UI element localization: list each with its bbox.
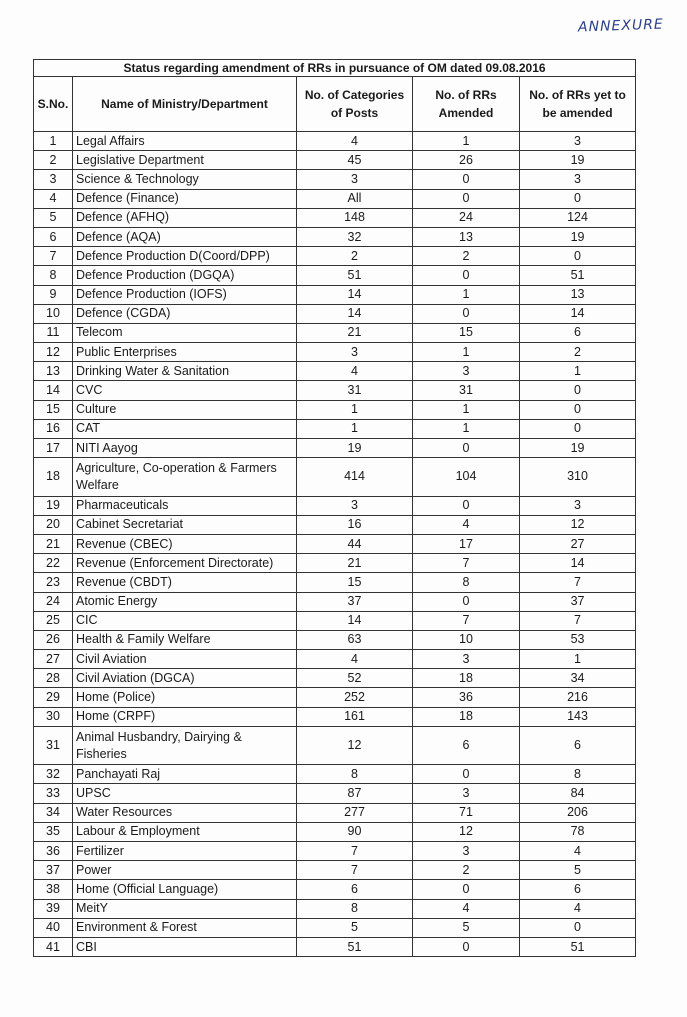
table-row bbox=[34, 918, 636, 937]
cell-ministry: Home (CRPF) bbox=[73, 707, 297, 726]
cell-yet-to-amend: 2 bbox=[520, 343, 636, 362]
cell-categories: 252 bbox=[297, 688, 413, 707]
cell-yet-to-amend: 51 bbox=[520, 937, 636, 956]
cell-yet-to-amend: 5 bbox=[520, 861, 636, 880]
cell-ministry: Defence (CGDA) bbox=[73, 304, 297, 323]
cell-categories: 14 bbox=[297, 304, 413, 323]
cell-yet-to-amend: 53 bbox=[520, 630, 636, 649]
cell-amended: 0 bbox=[413, 304, 520, 323]
cell-yet-to-amend: 37 bbox=[520, 592, 636, 611]
cell-categories: 414 bbox=[297, 458, 413, 496]
cell-amended: 8 bbox=[413, 573, 520, 592]
cell-yet-to-amend: 0 bbox=[520, 400, 636, 419]
cell-categories: 90 bbox=[297, 822, 413, 841]
cell-ministry: Defence Production (IOFS) bbox=[73, 285, 297, 304]
cell-ministry: Legal Affairs bbox=[73, 132, 297, 151]
table-title: Status regarding amendment of RRs in pursuance of OM dated 09.08.2016 bbox=[34, 60, 636, 77]
cell-ministry: Defence (AFHQ) bbox=[73, 208, 297, 227]
cell-categories: 51 bbox=[297, 937, 413, 956]
cell-yet-to-amend: 34 bbox=[520, 669, 636, 688]
cell-sno: 29 bbox=[34, 688, 73, 707]
cell-sno: 1 bbox=[34, 132, 73, 151]
cell-sno: 37 bbox=[34, 861, 73, 880]
cell-yet-to-amend: 27 bbox=[520, 534, 636, 553]
cell-categories: 3 bbox=[297, 170, 413, 189]
cell-categories: 277 bbox=[297, 803, 413, 822]
table-row bbox=[34, 247, 636, 266]
cell-ministry: CBI bbox=[73, 937, 297, 956]
cell-categories: 1 bbox=[297, 419, 413, 438]
table-row bbox=[34, 419, 636, 438]
cell-yet-to-amend: 19 bbox=[520, 439, 636, 458]
annexure-annotation: ANNEXURE bbox=[577, 16, 665, 36]
cell-categories: 52 bbox=[297, 669, 413, 688]
cell-amended: 1 bbox=[413, 419, 520, 438]
cell-amended: 4 bbox=[413, 515, 520, 534]
cell-categories: 14 bbox=[297, 285, 413, 304]
cell-sno: 38 bbox=[34, 880, 73, 899]
cell-ministry: Revenue (Enforcement Directorate) bbox=[73, 554, 297, 573]
cell-yet-to-amend: 19 bbox=[520, 151, 636, 170]
cell-amended: 12 bbox=[413, 822, 520, 841]
cell-yet-to-amend: 3 bbox=[520, 132, 636, 151]
cell-categories: 161 bbox=[297, 707, 413, 726]
table-row bbox=[34, 323, 636, 342]
header-sno: S.No. bbox=[34, 77, 73, 132]
cell-yet-to-amend: 124 bbox=[520, 208, 636, 227]
cell-sno: 26 bbox=[34, 630, 73, 649]
cell-yet-to-amend: 0 bbox=[520, 419, 636, 438]
cell-amended: 13 bbox=[413, 227, 520, 246]
cell-ministry: UPSC bbox=[73, 784, 297, 803]
cell-ministry: Civil Aviation bbox=[73, 650, 297, 669]
cell-ministry: Public Enterprises bbox=[73, 343, 297, 362]
cell-ministry: Telecom bbox=[73, 323, 297, 342]
table-row bbox=[34, 208, 636, 227]
cell-sno: 14 bbox=[34, 381, 73, 400]
cell-ministry: Power bbox=[73, 861, 297, 880]
cell-sno: 3 bbox=[34, 170, 73, 189]
cell-categories: 7 bbox=[297, 861, 413, 880]
cell-categories: All bbox=[297, 189, 413, 208]
cell-ministry: Fertilizer bbox=[73, 841, 297, 860]
cell-categories: 31 bbox=[297, 381, 413, 400]
table-row bbox=[34, 151, 636, 170]
table-body bbox=[34, 132, 636, 957]
cell-yet-to-amend: 6 bbox=[520, 880, 636, 899]
cell-amended: 1 bbox=[413, 132, 520, 151]
cell-yet-to-amend: 6 bbox=[520, 323, 636, 342]
cell-yet-to-amend: 14 bbox=[520, 554, 636, 573]
cell-amended: 0 bbox=[413, 592, 520, 611]
table-row bbox=[34, 439, 636, 458]
cell-categories: 21 bbox=[297, 554, 413, 573]
cell-categories: 37 bbox=[297, 592, 413, 611]
cell-yet-to-amend: 0 bbox=[520, 189, 636, 208]
cell-sno: 36 bbox=[34, 841, 73, 860]
cell-categories: 16 bbox=[297, 515, 413, 534]
header-categories: No. of Categories of Posts bbox=[297, 77, 413, 132]
cell-amended: 18 bbox=[413, 669, 520, 688]
header-amended: No. of RRs Amended bbox=[413, 77, 520, 132]
table-row bbox=[34, 573, 636, 592]
table-row bbox=[34, 170, 636, 189]
cell-categories: 4 bbox=[297, 650, 413, 669]
cell-categories: 32 bbox=[297, 227, 413, 246]
cell-ministry: Atomic Energy bbox=[73, 592, 297, 611]
cell-sno: 9 bbox=[34, 285, 73, 304]
cell-ministry: Pharmaceuticals bbox=[73, 496, 297, 515]
cell-ministry: Environment & Forest bbox=[73, 918, 297, 937]
table-row bbox=[34, 304, 636, 323]
cell-amended: 18 bbox=[413, 707, 520, 726]
cell-sno: 8 bbox=[34, 266, 73, 285]
table-row bbox=[34, 227, 636, 246]
table-row bbox=[34, 496, 636, 515]
cell-ministry: CIC bbox=[73, 611, 297, 630]
cell-amended: 1 bbox=[413, 400, 520, 419]
cell-categories: 63 bbox=[297, 630, 413, 649]
cell-yet-to-amend: 0 bbox=[520, 381, 636, 400]
cell-yet-to-amend: 206 bbox=[520, 803, 636, 822]
cell-ministry: Water Resources bbox=[73, 803, 297, 822]
cell-ministry: Civil Aviation (DGCA) bbox=[73, 669, 297, 688]
cell-sno: 12 bbox=[34, 343, 73, 362]
cell-ministry: Home (Official Language) bbox=[73, 880, 297, 899]
table-row bbox=[34, 458, 636, 496]
table-row bbox=[34, 515, 636, 534]
table-row bbox=[34, 534, 636, 553]
cell-yet-to-amend: 84 bbox=[520, 784, 636, 803]
cell-amended: 3 bbox=[413, 650, 520, 669]
cell-yet-to-amend: 3 bbox=[520, 496, 636, 515]
cell-amended: 4 bbox=[413, 899, 520, 918]
cell-amended: 0 bbox=[413, 266, 520, 285]
cell-categories: 51 bbox=[297, 266, 413, 285]
cell-sno: 5 bbox=[34, 208, 73, 227]
cell-amended: 0 bbox=[413, 439, 520, 458]
cell-sno: 39 bbox=[34, 899, 73, 918]
cell-yet-to-amend: 7 bbox=[520, 573, 636, 592]
cell-amended: 6 bbox=[413, 726, 520, 764]
cell-sno: 28 bbox=[34, 669, 73, 688]
cell-ministry: Defence Production D(Coord/DPP) bbox=[73, 247, 297, 266]
cell-amended: 2 bbox=[413, 861, 520, 880]
cell-ministry: Drinking Water & Sanitation bbox=[73, 362, 297, 381]
cell-amended: 7 bbox=[413, 611, 520, 630]
cell-yet-to-amend: 1 bbox=[520, 362, 636, 381]
cell-ministry: Defence Production (DGQA) bbox=[73, 266, 297, 285]
header-ministry: Name of Ministry/Department bbox=[73, 77, 297, 132]
table-row bbox=[34, 189, 636, 208]
table-row bbox=[34, 611, 636, 630]
cell-sno: 21 bbox=[34, 534, 73, 553]
cell-ministry: Defence (Finance) bbox=[73, 189, 297, 208]
table-row bbox=[34, 669, 636, 688]
cell-categories: 8 bbox=[297, 899, 413, 918]
table-row bbox=[34, 937, 636, 956]
cell-categories: 8 bbox=[297, 765, 413, 784]
cell-amended: 3 bbox=[413, 784, 520, 803]
cell-ministry: Defence (AQA) bbox=[73, 227, 297, 246]
cell-ministry: Home (Police) bbox=[73, 688, 297, 707]
cell-ministry: Science & Technology bbox=[73, 170, 297, 189]
table-row bbox=[34, 132, 636, 151]
cell-categories: 4 bbox=[297, 132, 413, 151]
cell-yet-to-amend: 19 bbox=[520, 227, 636, 246]
cell-sno: 13 bbox=[34, 362, 73, 381]
cell-categories: 45 bbox=[297, 151, 413, 170]
table-row bbox=[34, 266, 636, 285]
table-row bbox=[34, 899, 636, 918]
cell-sno: 4 bbox=[34, 189, 73, 208]
table-row bbox=[34, 592, 636, 611]
cell-yet-to-amend: 78 bbox=[520, 822, 636, 841]
table-row bbox=[34, 343, 636, 362]
cell-ministry: Labour & Employment bbox=[73, 822, 297, 841]
cell-categories: 148 bbox=[297, 208, 413, 227]
cell-amended: 0 bbox=[413, 880, 520, 899]
cell-yet-to-amend: 6 bbox=[520, 726, 636, 764]
cell-yet-to-amend: 4 bbox=[520, 841, 636, 860]
cell-sno: 11 bbox=[34, 323, 73, 342]
table-row bbox=[34, 707, 636, 726]
cell-categories: 87 bbox=[297, 784, 413, 803]
cell-sno: 20 bbox=[34, 515, 73, 534]
cell-ministry: CVC bbox=[73, 381, 297, 400]
cell-ministry: Legislative Department bbox=[73, 151, 297, 170]
table-row bbox=[34, 400, 636, 419]
cell-yet-to-amend: 216 bbox=[520, 688, 636, 707]
cell-sno: 16 bbox=[34, 419, 73, 438]
cell-categories: 2 bbox=[297, 247, 413, 266]
cell-yet-to-amend: 0 bbox=[520, 918, 636, 937]
cell-sno: 31 bbox=[34, 726, 73, 764]
cell-amended: 0 bbox=[413, 765, 520, 784]
cell-amended: 36 bbox=[413, 688, 520, 707]
cell-amended: 10 bbox=[413, 630, 520, 649]
table-row bbox=[34, 803, 636, 822]
cell-ministry: MeitY bbox=[73, 899, 297, 918]
cell-categories: 3 bbox=[297, 496, 413, 515]
cell-sno: 27 bbox=[34, 650, 73, 669]
rr-status-table bbox=[33, 59, 636, 957]
table-row bbox=[34, 784, 636, 803]
cell-sno: 33 bbox=[34, 784, 73, 803]
cell-categories: 19 bbox=[297, 439, 413, 458]
table-row bbox=[34, 726, 636, 764]
cell-yet-to-amend: 3 bbox=[520, 170, 636, 189]
cell-yet-to-amend: 143 bbox=[520, 707, 636, 726]
cell-categories: 7 bbox=[297, 841, 413, 860]
table-row bbox=[34, 381, 636, 400]
table-row bbox=[34, 841, 636, 860]
cell-yet-to-amend: 51 bbox=[520, 266, 636, 285]
header-yet-to-amend: No. of RRs yet to be amended bbox=[520, 77, 636, 132]
cell-amended: 1 bbox=[413, 343, 520, 362]
cell-sno: 2 bbox=[34, 151, 73, 170]
cell-ministry: Culture bbox=[73, 400, 297, 419]
table-row bbox=[34, 362, 636, 381]
cell-amended: 2 bbox=[413, 247, 520, 266]
cell-amended: 104 bbox=[413, 458, 520, 496]
cell-sno: 18 bbox=[34, 458, 73, 496]
cell-amended: 31 bbox=[413, 381, 520, 400]
cell-amended: 3 bbox=[413, 841, 520, 860]
cell-yet-to-amend: 0 bbox=[520, 247, 636, 266]
table-row bbox=[34, 554, 636, 573]
cell-amended: 71 bbox=[413, 803, 520, 822]
cell-ministry: Animal Husbandry, Dairying & Fisheries bbox=[73, 726, 297, 764]
table-row bbox=[34, 688, 636, 707]
cell-sno: 32 bbox=[34, 765, 73, 784]
cell-yet-to-amend: 13 bbox=[520, 285, 636, 304]
cell-sno: 30 bbox=[34, 707, 73, 726]
cell-categories: 15 bbox=[297, 573, 413, 592]
table-row bbox=[34, 630, 636, 649]
cell-yet-to-amend: 12 bbox=[520, 515, 636, 534]
cell-yet-to-amend: 310 bbox=[520, 458, 636, 496]
cell-categories: 5 bbox=[297, 918, 413, 937]
cell-yet-to-amend: 8 bbox=[520, 765, 636, 784]
cell-sno: 10 bbox=[34, 304, 73, 323]
cell-sno: 23 bbox=[34, 573, 73, 592]
cell-yet-to-amend: 1 bbox=[520, 650, 636, 669]
cell-categories: 3 bbox=[297, 343, 413, 362]
cell-sno: 7 bbox=[34, 247, 73, 266]
cell-sno: 24 bbox=[34, 592, 73, 611]
cell-categories: 21 bbox=[297, 323, 413, 342]
cell-sno: 17 bbox=[34, 439, 73, 458]
cell-amended: 7 bbox=[413, 554, 520, 573]
cell-sno: 6 bbox=[34, 227, 73, 246]
cell-amended: 26 bbox=[413, 151, 520, 170]
cell-categories: 1 bbox=[297, 400, 413, 419]
cell-ministry: Cabinet Secretariat bbox=[73, 515, 297, 534]
cell-amended: 3 bbox=[413, 362, 520, 381]
cell-ministry: NITI Aayog bbox=[73, 439, 297, 458]
cell-categories: 44 bbox=[297, 534, 413, 553]
cell-categories: 4 bbox=[297, 362, 413, 381]
cell-sno: 34 bbox=[34, 803, 73, 822]
cell-amended: 0 bbox=[413, 937, 520, 956]
cell-amended: 0 bbox=[413, 170, 520, 189]
cell-amended: 17 bbox=[413, 534, 520, 553]
table-row bbox=[34, 861, 636, 880]
cell-amended: 0 bbox=[413, 189, 520, 208]
cell-ministry: Agriculture, Co-operation & Farmers Welfare bbox=[73, 458, 297, 496]
table-row bbox=[34, 880, 636, 899]
cell-ministry: CAT bbox=[73, 419, 297, 438]
table-row bbox=[34, 822, 636, 841]
cell-ministry: Revenue (CBDT) bbox=[73, 573, 297, 592]
cell-ministry: Panchayati Raj bbox=[73, 765, 297, 784]
cell-yet-to-amend: 4 bbox=[520, 899, 636, 918]
table-row bbox=[34, 285, 636, 304]
cell-categories: 14 bbox=[297, 611, 413, 630]
cell-sno: 35 bbox=[34, 822, 73, 841]
cell-sno: 19 bbox=[34, 496, 73, 515]
cell-categories: 6 bbox=[297, 880, 413, 899]
cell-sno: 41 bbox=[34, 937, 73, 956]
cell-amended: 1 bbox=[413, 285, 520, 304]
cell-sno: 40 bbox=[34, 918, 73, 937]
cell-sno: 22 bbox=[34, 554, 73, 573]
cell-amended: 0 bbox=[413, 496, 520, 515]
cell-amended: 15 bbox=[413, 323, 520, 342]
cell-yet-to-amend: 14 bbox=[520, 304, 636, 323]
cell-amended: 5 bbox=[413, 918, 520, 937]
cell-ministry: Health & Family Welfare bbox=[73, 630, 297, 649]
table-row bbox=[34, 650, 636, 669]
cell-categories: 12 bbox=[297, 726, 413, 764]
cell-amended: 24 bbox=[413, 208, 520, 227]
cell-yet-to-amend: 7 bbox=[520, 611, 636, 630]
cell-sno: 25 bbox=[34, 611, 73, 630]
cell-sno: 15 bbox=[34, 400, 73, 419]
cell-ministry: Revenue (CBEC) bbox=[73, 534, 297, 553]
table-row bbox=[34, 765, 636, 784]
